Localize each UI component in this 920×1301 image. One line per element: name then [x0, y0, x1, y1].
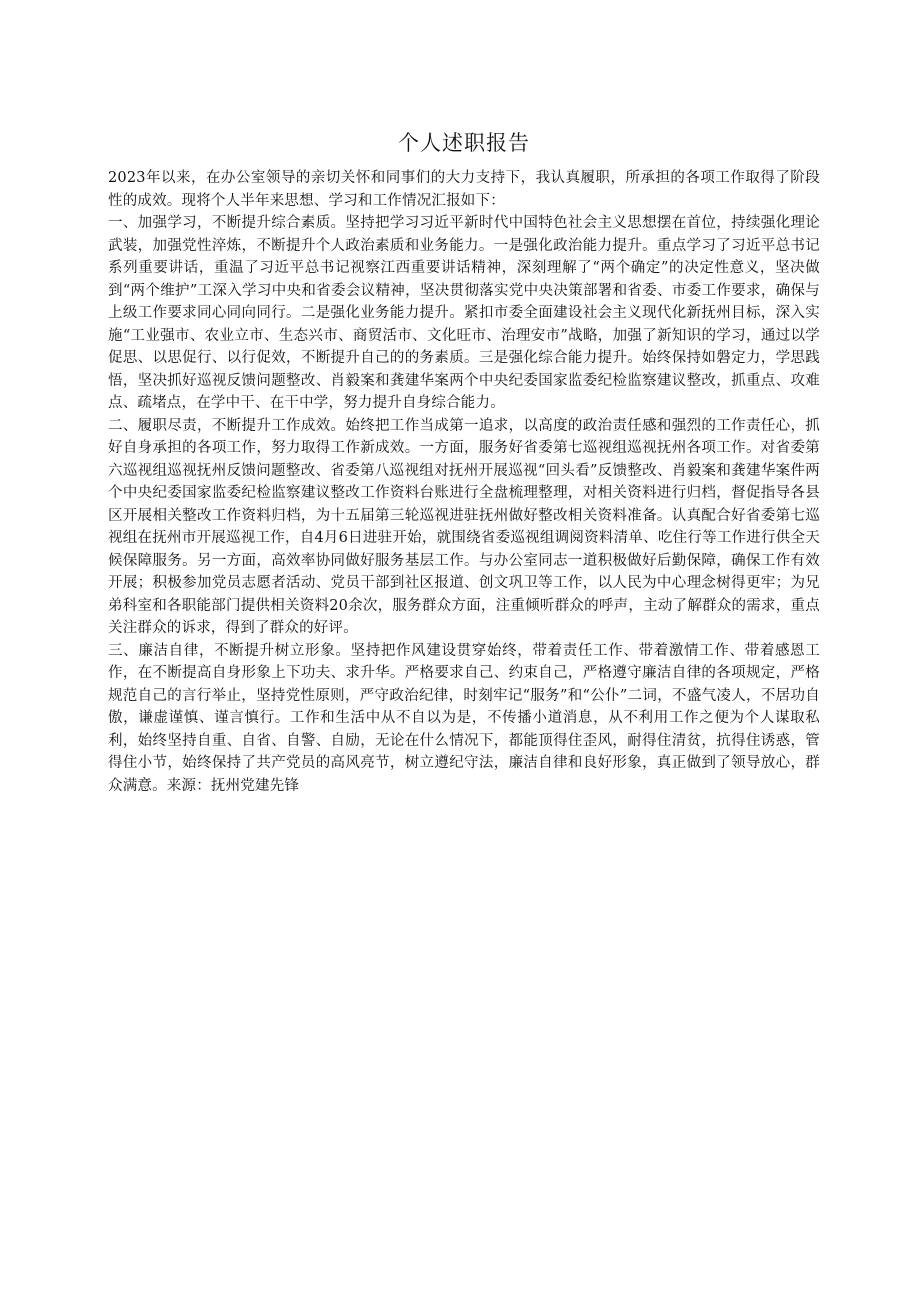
section-three-paragraph: 三、廉洁自律，不断提升树立形象。坚持把作风建设贯穿始终，带着责任工作、带着激情工作、带着感恩工作，在不断提高自身形象上下功夫、求升华。严格要求自己、约束自己，严格遵守廉洁自律的各项规定，严格规范自己的言行举止，坚持党性原则，严守政治纪律，时刻牢记“服务”和“公仆”二词，不盛气凌人，不居功自傲，谦虚谨慎、谨言慎行。工作和生活中从不自以为是，不传播小道消息，从不利用工作之便为个人谋取私利，始终坚持自重、自省、自警、自励，无论在什么情况下，都能顶得住歪风，耐得住清贫，抗得住诱惑，管得住小节，始终保持了共产党员的高风亮节，树立遵纪守法，廉洁自律和良好形象，真正做到了领导放心，群众满意。来源：抚州党建先锋 [108, 642, 820, 794]
intro-paragraph: 2023年以来，在办公室领导的亲切关怀和同事们的大力支持下，我认真履职，所承担的各项工作取得了阶段性的成效。现将个人半年来思想、学习和工作情况汇报如下： [108, 170, 820, 209]
document-title: 个人述职报告 [398, 131, 530, 155]
document-page [108, 128, 820, 797]
section-one-paragraph: 一、加强学习，不断提升综合素质。坚持把学习习近平新时代中国特色社会主义思想摆在首位，持续强化理论武装，加强党性淬炼，不断提升个人政治素质和业务能力。一是强化政治能力提升。重点学习了习近平总书记系列重要讲话，重温了习近平总书记视察江西重要讲话精神，深刻理解了“两个确定”的决定性意义，坚决做到“两个维护”工深入学习中央和省委会议精神，坚决贯彻落实党中央决策部署和省委、市委工作要求，确保与上级工作要求同心同向同行。二是强化业务能力提升。紧扣市委全面建设社会主义现代化新抚州目标，深入实施“工业强市、农业立市、生态兴市、商贸活市、文化旺市、治理安市”战略，加强了新知识的学习，通过以学促思、以思促行、以行促效，不断提升自己的的务素质。三是强化综合能力提升。始终保持如磐定力，学思践悟，坚决抓好巡视反馈问题整改、肖毅案和龚建华案两个中央纪委国家监委纪检监察建议整改，抓重点、攻难点、疏堵点，在学中干、在干中学，努力提升自身综合能力。 [108, 215, 820, 411]
section-two-paragraph: 二、履职尽责，不断提升工作成效。始终把工作当成第一追求，以高度的政治责任感和强烈的工作责任心，抓好自身承担的各项工作，努力取得工作新成效。一方面，服务好省委第七巡视组巡视抚州各项工作。对省委第六巡视组巡视抚州反馈问题整改、省委第八巡视组对抚州开展巡视“回头看”反馈整改、肖毅案和龚建华案件两个中央纪委国家监委纪检监察建议整改工作资料台账进行全盘梳理整理，对相关资料进行归档，督促指导各县区开展相关整改工作资料归档，为十五届第三轮巡视进驻抚州做好整改相关资料准备。认真配合好省委第七巡视组在抚州市开展巡视工作，自4月6日进驻开始，就围绕省委巡视组调阅资料清单、吃住行等工作进行供全天候保障服务。另一方面，高效率协同做好服务基层工作。与办公室同志一道积极做好后勤保障，确保工作有效开展；积极参加党员志愿者活动、党员干部到社区报道、创文巩卫等工作，以人民为中心理念树得更牢；为兄弟科室和各职能部门提供相关资料20余次，服务群众方面，注重倾听群众的呼声，主动了解群众的需求，重点关注群众的诉求，得到了群众的好评。 [108, 417, 820, 636]
